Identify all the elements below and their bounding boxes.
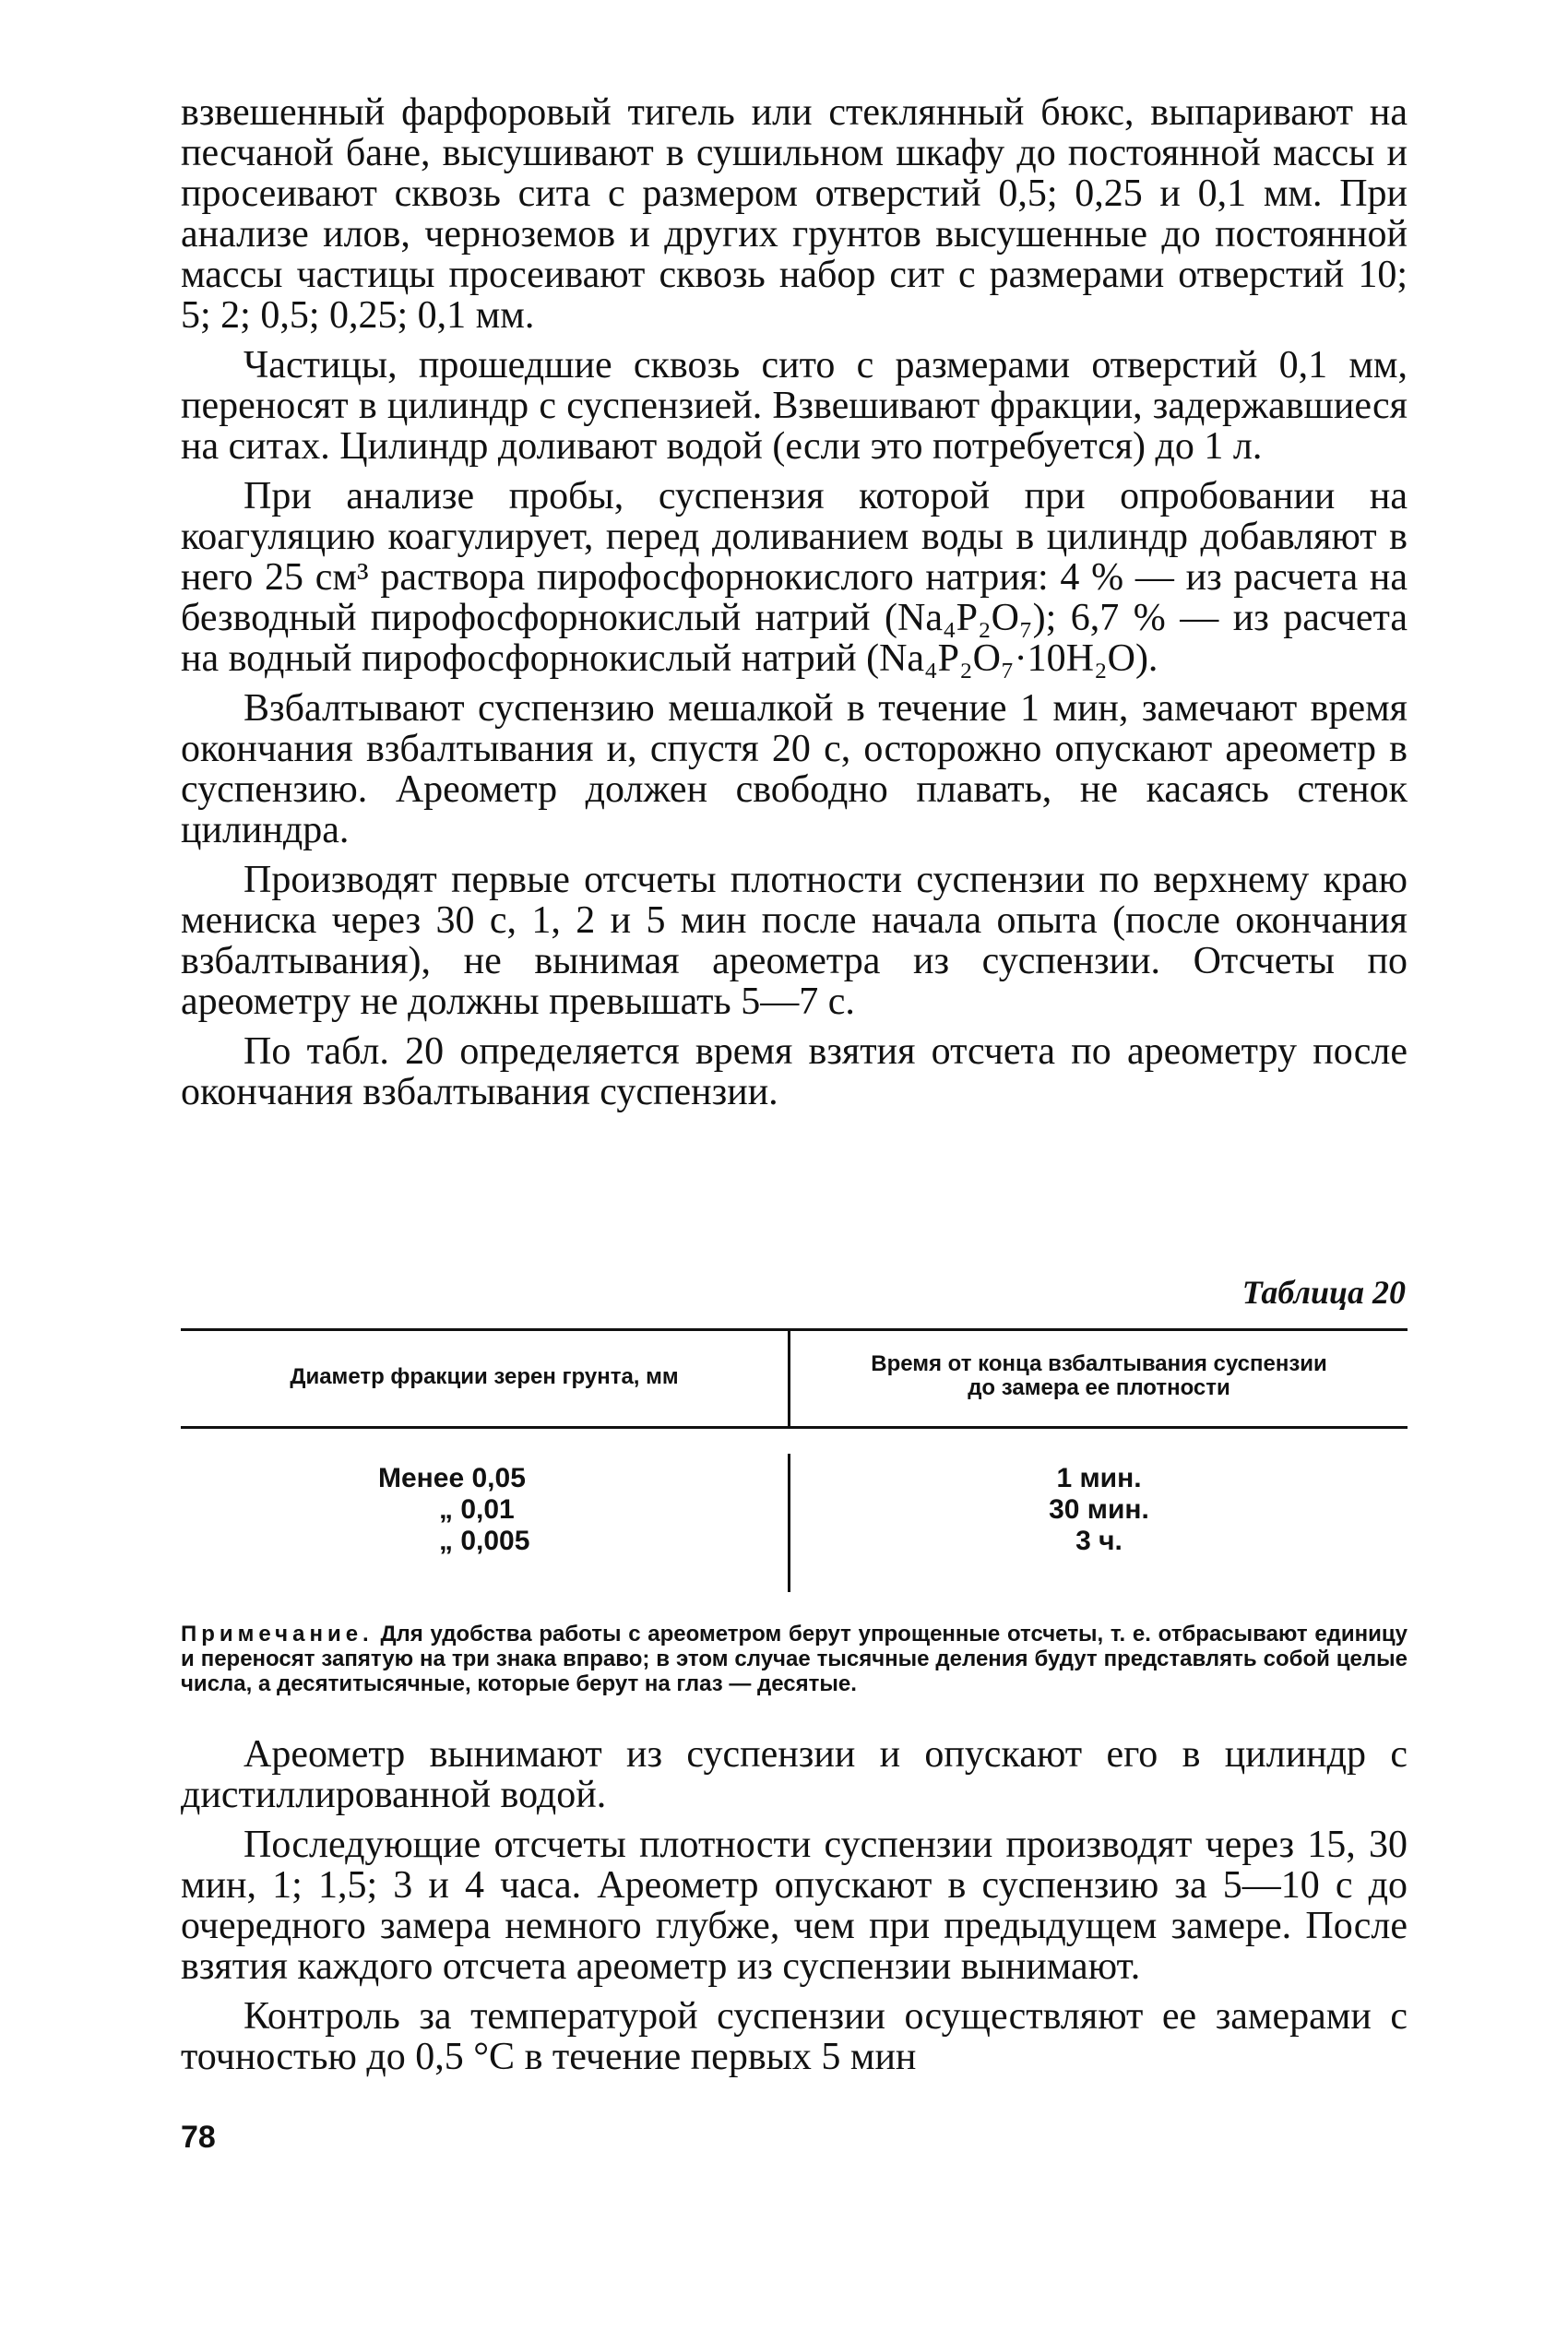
body-text-top: [181, 92, 1408, 1122]
paragraph: взвешенный фарфоровый тигель или стеклянный бюкс, выпаривают на песчаной бане, высушивают в сушильном шкафу до постоянной массы и просеивают сквозь сита с размером отверстий 0,5; 0,25 и 0,1 мм. При анализе илов, черноземов и других грунтов высушенные до постоянной массы частицы просеивают сквозь набор сит с размерами отверстий 10; 5; 2; 0,5; 0,25; 0,1 мм.: [181, 91, 1408, 337]
data-table: [181, 1328, 1408, 1594]
table-cell-time: 1 мин.: [1056, 1463, 1142, 1493]
table-cell-time: 30 мин.: [1049, 1494, 1149, 1525]
table-cell-diameter: „ 0,005: [439, 1526, 530, 1556]
table-cell-diameter: „ 0,01: [439, 1494, 515, 1525]
paragraph: Ареометр вынимают из суспензии и опускают его в цилиндр с дистиллированной водой.: [181, 1733, 1408, 1816]
page-number: 78: [181, 2120, 216, 2155]
note-label: Примечание.: [181, 1622, 374, 1647]
table-caption: Таблица 20: [1241, 1274, 1406, 1311]
paragraph: Контроль за температурой суспензии осуществляют ее замерами с точностью до 0,5 °С в течение первых 5 мин: [181, 1995, 1408, 2078]
table-top-rule: [181, 1328, 1408, 1331]
note-text: Для удобства работы с ареометром берут упрощенные отсчеты, т. е. отбрасывают единицу и переносят запятую на три знака вправо; в этом случае тысячные деления будут представлять собой целые числа, а десятитысячные, которые берут на глаз — десятые.: [181, 1622, 1408, 1696]
paragraph: По табл. 20 определяется время взятия отсчета по ареометру после окончания взбалтывания суспензии.: [181, 1030, 1408, 1113]
table-header-time-line1: Время от конца взбалтывания суспензии: [871, 1351, 1327, 1376]
paragraph: Взбалтывают суспензию мешалкой в течение 1 мин, замечают время окончания взбалтывания и, спустя 20 с, осторожно опускают ареометр в суспензию. Ареометр должен свободно плавать, не касаясь стенок цилиндра.: [181, 687, 1408, 851]
paragraph: Последующие отсчеты плотности суспензии производят через 15, 30 мин, 1; 1,5; 3 и 4 часа. Ареометр опускают в суспензию за 5—10 с до очередного замера немного глубже, чем при предыдущем замере. После взятия каждого отсчета ареометр из суспензии вынимают.: [181, 1824, 1408, 1988]
paragraph: Частицы, прошедшие сквозь сито с размерами отверстий 0,1 мм, переносят в цилиндр с суспензией. Взвешивают фракции, задержавшиеся на ситах. Цилиндр доливают водой (если это потребуется) до 1 л.: [181, 344, 1408, 468]
paragraph: Производят первые отсчеты плотности суспензии по верхнему краю мениска через 30 с, 1, 2 и 5 мин после начала опыта (после окончания взбалтывания), не вынимая ареометра из суспензии. Отсчеты по ареометру не должны превышать 5—7 с.: [181, 859, 1408, 1023]
paragraph: При анализе пробы, суспензия которой при опробовании на коагуляцию коагулирует, перед доливанием воды в цилиндр добавляют в него 25 см³ раствора пирофосфорнокислого натрия: 4 % — из расчета на безводный пирофосфорнокислый натрий (Na₄P₂O₇); 6,7 % — из расчета на водный пирофосфорнокислый натрий (Na₄P₂O₇·10H₂O).: [181, 475, 1408, 680]
body-text-bottom: [181, 1734, 1408, 2086]
table-note: [181, 1622, 1408, 1696]
table-cell-time: 3 ч.: [1075, 1526, 1123, 1556]
table-cell-diameter: Менее 0,05: [378, 1463, 526, 1493]
table-header-rule: [181, 1426, 1408, 1429]
table-header-diameter: Диаметр фракции зерен грунта, мм: [290, 1364, 679, 1389]
table-header-time-line2: до замера ее плотности: [968, 1375, 1230, 1400]
